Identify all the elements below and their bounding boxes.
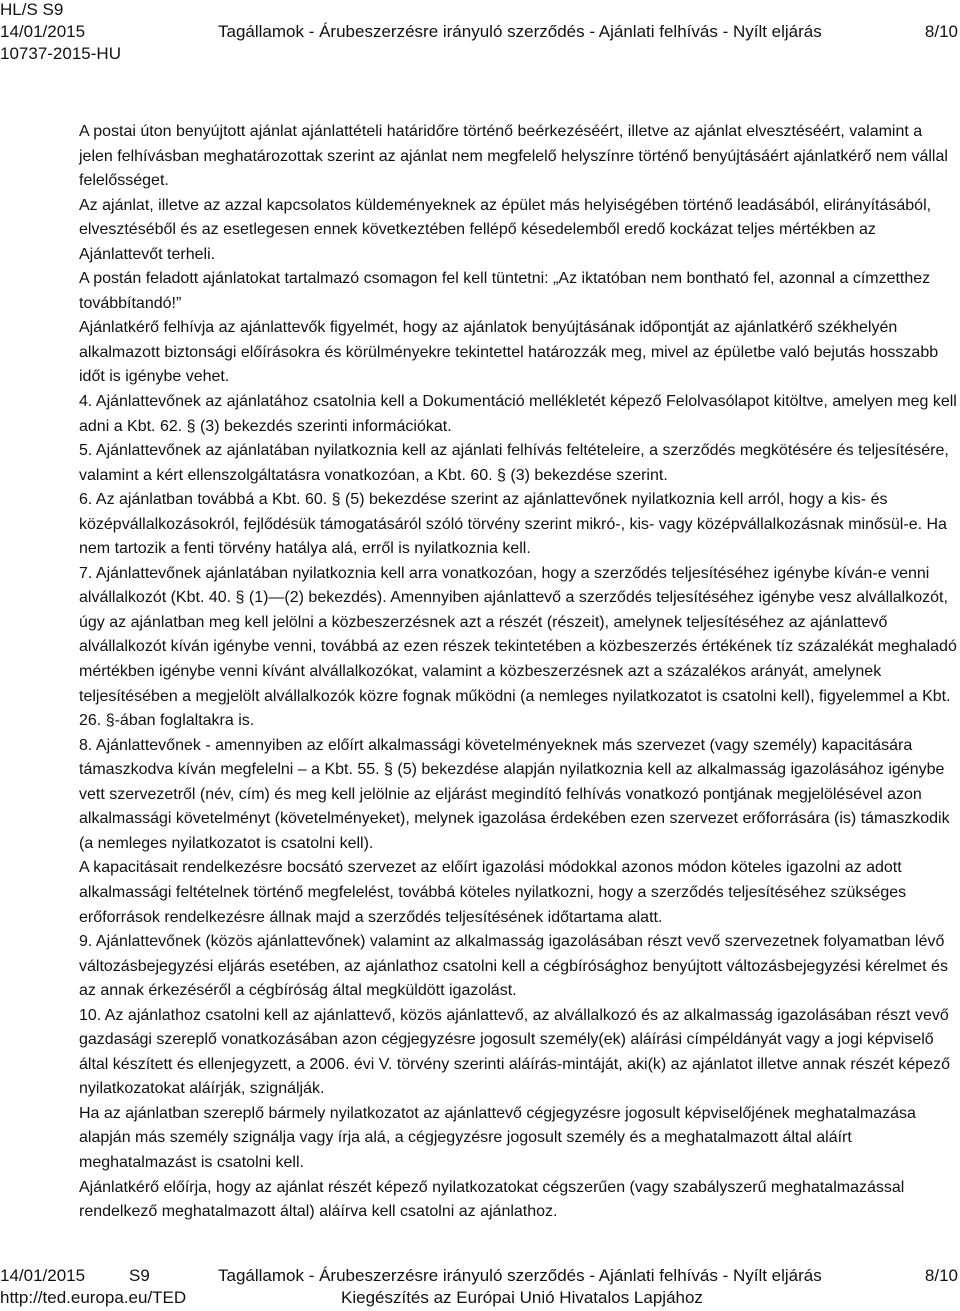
header-date: 14/01/2015 [0, 22, 86, 41]
paragraph-item-6: 6. Az ajánlatban továbbá a Kbt. 60. § (5) bekezdése szerint az ajánlattevőnek nyilatkoznia kell arról, hogy a kis- és középvállalkozásokról, fejlődésük támogatásáról szóló törvény szerint mikró-, kis- vagy középvállalkozásnak minősül-e. Ha nem tartozik a fenti törvény hatálya alá, erről is nyilatkoznia kell. [79, 491, 947, 558]
document-body [79, 120, 958, 1225]
footer-page-number: 8/10 [924, 1266, 958, 1285]
footer-date: 14/01/2015 [0, 1266, 86, 1285]
doc-code: HL/S S9 [0, 0, 64, 19]
paragraph: A kapacitásait rendelkezésre bocsátó szervezet az előírt igazolási módokkal azonos módon köteles igazolni az adott alkalmassági feltételnek történő megfelelést, továbbá köteles nyilatkozni, hogy a szerződés teljesítéséhez szükséges erőforrások rendelkezésre állnak majd a szerződés teljesítésének időtartama alatt. [79, 859, 907, 926]
paragraph-item-10: 10. Az ajánlathoz csatolni kell az ajánlattevő, közös ajánlattevő, az alvállalkozó és az alkalmasság igazolásában részt vevő gazdasági szereplő vonatkozásában azon cégjegyzésre jogosult személy(ek) aláírási címpéldányát vagy a jogi képviselő által készített és ellenjegyzett, a 2006. évi V. törvény szerinti aláírás-mintáját, aki(k) az ajánlatot illetve annak részét képező nyilatkozatokat aláírják, szignálják. [79, 1006, 950, 1098]
footer-supplement: Kiegészítés az Európai Unió Hivatalos Lapjához [341, 1288, 703, 1307]
footer-url[interactable]: http://ted.europa.eu/TED [0, 1288, 187, 1307]
page-header [0, 0, 960, 66]
footer-series: S9 [129, 1266, 150, 1285]
header-row-1 [0, 0, 960, 22]
paragraph-item-8: 8. Ajánlattevőnek - amennyiben az előírt alkalmassági követelményeknek más szervezet (vagy személy) kapacitására támaszkodva kíván megfelelni – a Kbt. 55. § (5) bekezdése alapján nyilatkoznia kell az alkalmasság igazolásához igénybe vett szervezetről (név, cím) és meg kell jelölnie az eljárást megindító felhívás vonatkozó pontjának megjelölésével azon alkalmassági követelményt (követelményeket), melynek igazolása érdekében ezen szervezet erőforrására (is) támaszkodik (a nemleges nyilatkozatot is csatolni kell). [79, 736, 950, 852]
paragraph-item-5: 5. Ajánlattevőnek az ajánlatában nyilatkoznia kell az ajánlati felhívás feltételeire, a szerződés megkötésére és teljesítésére, valamint a kért ellenszolgáltatásra vonatkozóan, a Kbt. 60. § (3) bekezdése szerint. [79, 442, 949, 484]
header-page-number: 8/10 [924, 22, 958, 41]
header-row-3 [0, 44, 960, 66]
paragraph: Ajánlatkérő felhívja az ajánlattevők figyelmét, hogy az ajánlatok benyújtásának időpontját az ajánlatkérő székhelyén alkalmazott biztonsági előírásokra és körülményekre tekintettel határozzák meg, mivel az épületbe való bejutás hosszabb időt is igénybe vehet. [79, 319, 939, 386]
notice-id: 10737-2015-HU [0, 44, 121, 63]
paragraph-item-9: 9. Ajánlattevőnek (közös ajánlattevőnek) valamint az alkalmasság igazolásában részt vevő szervezetnek folyamatban lévő változásbejegyzési eljárás esetében, az ajánlathoz csatolni kell a cégbírósághoz benyújtott változásbejegyzési kérelmet és az annak érkezéséről a cégbíróság által megküldött igazolást. [79, 933, 948, 1000]
paragraph: Ha az ajánlatban szereplő bármely nyilatkozatot az ajánlattevő cégjegyzésre jogosult képviselőjének meghatalmazása alapján más személy szignálja vagy írja alá, a cégjegyzésre jogosult személy és a meghatalmazott által aláírt meghatalmazást is csatolni kell. [79, 1104, 916, 1171]
paragraph: A postai úton benyújtott ajánlat ajánlattételi határidőre történő beérkezéséért, illetve az ajánlat elvesztéséért, valamint a jelen felhívásban meghatározottak szerint az ajánlat nem megfelelő helyszínre történő benyújtásáért ajánlatkérő nem vállal felelősséget. [79, 123, 948, 190]
paragraph: Az ajánlat, illetve az azzal kapcsolatos küldeményeknek az épület más helyiségében történő leadásából, elirányításából, elvesztéséből és az esetlegesen ennek következtében fellépő késedelemből eredő kockázat teljes mértékben az Ajánlattevőt terheli. [79, 196, 932, 263]
paragraph: Ajánlatkérő előírja, hogy az ajánlat részét képező nyilatkozatokat cégszerűen (vagy szabályszerű meghatalmazással rendelkező meghatalmazott által) aláírva kell csatolni az ajánlathoz. [79, 1178, 905, 1221]
header-title: Tagállamok - Árubeszerzésre irányuló szerződés - Ajánlati felhívás - Nyílt eljárás [218, 22, 822, 41]
paragraph-item-4: 4. Ajánlattevőnek az ajánlatához csatolnia kell a Dokumentáció mellékletét képező Felolvasólapot kitöltve, amelyen meg kell adni a Kbt. 62. § (3) bekezdés szerinti információkat. [79, 393, 957, 435]
header-row-2 [0, 22, 960, 44]
footer-title: Tagállamok - Árubeszerzésre irányuló szerződés - Ajánlati felhívás - Nyílt eljárás [218, 1266, 822, 1285]
page-footer [0, 1266, 960, 1310]
footer-row-2 [0, 1288, 960, 1310]
paragraph: A postán feladott ajánlatokat tartalmazó csomagon fel kell tüntetni: „Az iktatóban nem bontható fel, azonnal a címzetthez továbbítandó!” [79, 270, 931, 312]
footer-row-1 [0, 1266, 960, 1288]
paragraph-item-7: 7. Ajánlattevőnek ajánlatában nyilatkoznia kell arra vonatkozóan, hogy a szerződés teljesítéséhez igénybe kíván-e venni alvállalkozót (Kbt. 40. § (1)—(2) bekezdés). Amennyiben ajánlattevő a szerződés teljesítéséhez igénybe vesz alvállalkozót, úgy az ajánlatban meg kell jelölni a közbeszerzésnek azt a részét (részeit), amelynek teljesítéséhez az ajánlattevő alvállalkozót kíván igénybe venni, továbbá az ezen részek tekintetében a közbeszerzés értékének tíz százalékát meghaladó mértékben igénybe venni kívánt alvállalkozókat, valamint a közbeszerzésnek azt a százalékos arányát, amelynek teljesítésében a megjelölt alvállalkozók közre fognak működni (a nemleges nyilatkozatot is csatolni kell), figyelemmel a Kbt. 26. §-ában foglaltakra is. [79, 564, 957, 730]
